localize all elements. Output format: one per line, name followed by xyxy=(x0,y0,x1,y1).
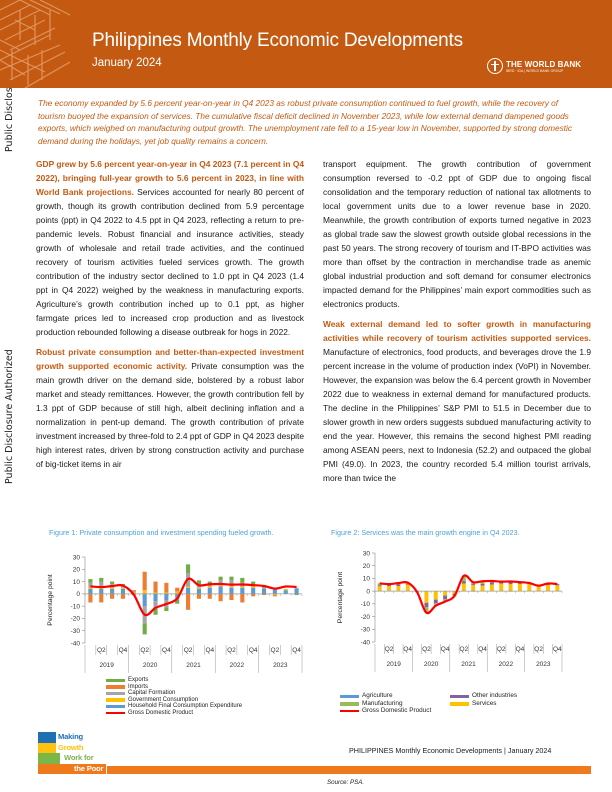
bar-segment xyxy=(240,586,244,587)
legend-label: Agriculture xyxy=(362,692,393,699)
x-tick-label: Q4 xyxy=(552,646,562,653)
legend-line-swatch xyxy=(106,712,125,714)
bar-segment xyxy=(164,607,168,611)
bar-segment xyxy=(121,594,125,599)
body-column-right xyxy=(323,157,591,491)
bar-segment xyxy=(240,588,244,594)
making-growth-logo xyxy=(38,732,106,774)
body-paragraph xyxy=(36,345,304,471)
x-tick-label: Q2 xyxy=(384,646,394,653)
x-tick-label: Q2 xyxy=(496,646,506,653)
legend-item xyxy=(340,701,450,708)
legend-item xyxy=(106,690,242,697)
year-label: 2021 xyxy=(186,662,201,669)
bar-segment xyxy=(229,594,233,600)
y-tick-label: -40 xyxy=(360,639,370,647)
bar-segment xyxy=(197,588,201,589)
bar-segment xyxy=(208,586,212,587)
bar-segment xyxy=(251,594,255,596)
bar-segment xyxy=(406,585,410,592)
bar-segment xyxy=(229,586,233,587)
x-tick-label: Q2 xyxy=(96,647,106,654)
year-label: 2022 xyxy=(498,661,514,668)
bar-segment xyxy=(471,584,475,585)
legend-swatch xyxy=(340,702,359,706)
paragraph-highlight: Weak external demand led to softer growth in manufacturing activities while recovery of tourism activities supported services. xyxy=(323,319,591,343)
bar-segment xyxy=(164,583,168,593)
bar-segment xyxy=(99,589,103,594)
y-tick-label: 30 xyxy=(72,554,80,562)
legend-label: Government Consumption xyxy=(128,696,199,703)
footer-bar xyxy=(107,766,591,774)
year-label: 2020 xyxy=(142,662,158,669)
bar-segment xyxy=(197,594,201,599)
year-label: 2023 xyxy=(536,661,551,668)
bar-segment xyxy=(219,594,223,601)
bar-segment xyxy=(527,584,531,591)
bar-segment xyxy=(229,588,233,594)
bar-segment xyxy=(387,586,391,591)
bar-segment xyxy=(88,594,92,603)
bar-segment xyxy=(424,603,428,607)
bar-segment xyxy=(251,586,255,587)
bar-segment xyxy=(262,588,266,589)
x-tick-label: Q2 xyxy=(183,647,193,654)
y-tick-label: -30 xyxy=(360,626,370,634)
legend-item xyxy=(450,693,540,700)
header-banner xyxy=(0,0,612,88)
bar-segment xyxy=(88,579,92,583)
bar-segment xyxy=(396,586,400,591)
bar-segment xyxy=(99,578,103,582)
y-tick-label: 20 xyxy=(72,566,80,574)
bar-segment xyxy=(153,582,157,593)
bar-segment xyxy=(471,585,475,591)
bar-segment xyxy=(284,589,288,590)
legend-item xyxy=(106,684,242,691)
y-tick-label: -40 xyxy=(70,640,80,648)
legend-swatch xyxy=(106,685,125,689)
bar-segment xyxy=(499,584,503,592)
bar-segment xyxy=(481,584,485,586)
figure-1-title: Figure 1: Private consumption and investment spending fueled growth. xyxy=(49,528,274,537)
world-bank-name: THE WORLD BANK xyxy=(506,59,582,69)
y-axis-label: Percentage point xyxy=(337,571,344,624)
bar-segment xyxy=(99,594,103,603)
bar-segment xyxy=(481,586,485,592)
legend-swatch xyxy=(106,705,125,709)
bar-segment xyxy=(462,581,466,583)
x-tick-label: Q4 xyxy=(205,647,215,654)
report-title: Philippines Monthly Economic Developments xyxy=(92,30,463,51)
bar-segment xyxy=(88,588,92,589)
bar-segment xyxy=(555,585,559,591)
bar-segment xyxy=(262,589,266,594)
bar-segment xyxy=(175,591,179,593)
bar-segment xyxy=(110,594,114,599)
year-label: 2021 xyxy=(461,661,476,668)
bar-segment xyxy=(110,582,114,584)
year-label: 2022 xyxy=(229,662,245,669)
legend-swatch xyxy=(106,698,125,702)
figure-2-chart xyxy=(330,545,580,710)
bar-segment xyxy=(434,591,438,600)
year-label: 2019 xyxy=(99,662,114,669)
bar-segment xyxy=(208,588,212,594)
x-tick-label: Q2 xyxy=(270,647,280,654)
bar-segment xyxy=(509,584,513,591)
bar-segment xyxy=(251,582,255,584)
x-tick-label: Q4 xyxy=(162,647,171,654)
y-tick-label: 30 xyxy=(362,550,370,558)
footer-title: PHILIPPINES Monthly Economic Developments | January 2024 xyxy=(349,746,552,755)
logo-line: Making xyxy=(58,732,83,741)
bar-segment xyxy=(490,582,494,584)
report-date: January 2024 xyxy=(92,57,162,69)
y-axis-label: Percentage point xyxy=(47,574,54,626)
bar-segment xyxy=(88,589,92,594)
figure-1-legend xyxy=(106,677,242,717)
x-tick-label: Q2 xyxy=(534,646,543,653)
legend-label: Gross Domestic Product xyxy=(128,709,194,716)
bar-segment xyxy=(273,589,277,594)
legend-item xyxy=(106,677,242,684)
bar-segment xyxy=(490,585,494,592)
x-tick-label: Q4 xyxy=(403,646,413,653)
legend-label: Gross Domestic Product xyxy=(362,707,432,715)
world-bank-logo xyxy=(487,58,581,74)
paragraph-text: Services accounted for nearly 80 percent of growth, though its growth contribution declined from 5.9 percentage points (ppt) in Q4 2022 to 4.5 ppt in Q4 2023, reflecting a return to pre-pandemic levels. Robust financial and insurance activities, steady growth of wholesale and retail trade activities, and the continued recovery of tourism activities fueled services growth. The growth contribution of the industry sector declined to 1.0 ppt in Q4 2023 (1.4 ppt in Q4 2022) weighed by the weakness in manufacturing exports. Agriculture’s growth contribution inched up to 0.1 ppt, as higher farmgate prices led to increased crop production and as livestock production rebounded following a disease outbreak for hogs in 2022. xyxy=(36,187,304,337)
body-paragraph xyxy=(323,157,591,311)
bar-segment xyxy=(284,590,288,594)
x-tick-label: Q4 xyxy=(478,646,487,653)
bar-segment xyxy=(208,594,212,599)
legend-item xyxy=(106,710,242,717)
y-tick-label: -10 xyxy=(70,603,80,611)
x-tick-label: Q2 xyxy=(422,646,431,653)
paragraph-text: transport equipment. The growth contribution of government consumption reversed to -0.2 ppt of GDP due to ongoing fiscal consolidation and the temporary reduction of national tax allotments to local government units due to a lower revenue base in 2020. Meanwhile, the growth contribution of exports turned negative in 2023 as global trade saw the slowest growth outside global recessions in the past 50 years. The strong recovery of tourism and IT-BPO activities was more than offset by the contraction in merchandise trade as anemic global industrial production and soft demand for consumer electronics impacted demand for the Philippines’ main export commodities such as electronics products. xyxy=(323,159,591,309)
bar-segment xyxy=(229,577,233,581)
body-paragraph xyxy=(36,157,304,339)
paragraph-highlight: GDP grew by 5.6 percent year-on-year in Q4 2023 (7.1 percent in Q4 2022), bringing full-year growth to 5.6 percent in 2023, in line with World Bank projections. xyxy=(36,159,304,197)
bar-segment xyxy=(153,594,157,601)
bar-segment xyxy=(546,585,550,591)
y-tick-label: 0 xyxy=(366,588,370,596)
y-tick-label: -20 xyxy=(70,615,80,623)
legend-label: Manufacturing xyxy=(362,699,403,707)
bar-segment xyxy=(186,564,190,573)
bar-segment xyxy=(121,588,125,589)
x-tick-label: Q4 xyxy=(248,647,258,654)
bar-segment xyxy=(219,585,223,586)
legend-label: Capital Formation xyxy=(128,690,176,697)
legend-item xyxy=(450,701,540,708)
bar-segment xyxy=(240,594,244,603)
bar-segment xyxy=(240,578,244,583)
world-bank-globe-icon xyxy=(487,58,503,74)
disclosure-stamp-text: Public Disclosure Authorized xyxy=(4,349,15,484)
bar-segment xyxy=(462,584,466,592)
legend-swatch xyxy=(106,679,125,683)
bar-segment xyxy=(434,600,438,604)
logo-line: Work for xyxy=(64,753,94,762)
banner-pattern-icon xyxy=(0,0,70,88)
year-label: 2023 xyxy=(273,662,288,669)
bar-segment xyxy=(396,584,400,586)
bar-segment xyxy=(424,591,428,603)
legend-label: Household Final Consumption Expenditure xyxy=(128,703,243,710)
bar-segment xyxy=(197,589,201,594)
y-tick-label: 10 xyxy=(362,575,370,583)
bar-segment xyxy=(443,596,447,600)
legend-swatch xyxy=(340,695,359,699)
x-tick-label: Q2 xyxy=(459,646,469,653)
year-label: 2020 xyxy=(423,661,439,668)
legend-item xyxy=(340,708,450,715)
summary-paragraph: The economy expanded by 5.6 percent year-on-year in Q4 2023 as robust private consumption continued to fuel growth, while the recovery of tourism buoyed the expansion of services. The cumulative fiscal deficit declined in November 2023, while low external demand dampened goods exports, which weighed on manufacturing output growth. The unemployment rate fell to a 15-year low in November, supported by strong domestic demand during the holidays, yet job quality remains a concern. xyxy=(38,98,573,146)
bar-segment xyxy=(143,590,147,594)
bar-segment xyxy=(175,588,179,592)
bar-segment xyxy=(219,577,223,581)
bar-segment xyxy=(273,595,277,596)
bar-segment xyxy=(378,586,382,591)
legend-swatch xyxy=(450,702,469,706)
x-tick-label: Q4 xyxy=(515,646,525,653)
bar-segment xyxy=(164,594,168,600)
bar-segment xyxy=(186,594,190,610)
bar-segment xyxy=(378,585,382,586)
logo-line: Growth xyxy=(58,742,84,752)
bar-segment xyxy=(219,586,223,593)
year-label: 2019 xyxy=(386,661,401,668)
logo-line: the Poor xyxy=(74,763,104,773)
bar-segment xyxy=(295,589,299,594)
source-note: Source: PSA. xyxy=(327,779,365,786)
body-paragraph xyxy=(323,317,591,485)
bar-segment xyxy=(186,588,190,594)
y-tick-label: 10 xyxy=(72,578,80,586)
world-bank-subname: IBRD · IDA | WORLD BANK GROUP xyxy=(506,68,564,73)
legend-label: Services xyxy=(472,699,497,707)
x-tick-label: Q4 xyxy=(118,647,128,654)
body-column-left xyxy=(36,157,304,477)
bar-segment xyxy=(110,588,114,589)
bar-segment xyxy=(143,594,147,606)
y-tick-label: -30 xyxy=(70,628,80,636)
gdp-line xyxy=(380,575,558,613)
bar-segment xyxy=(121,589,125,594)
legend-label: Imports xyxy=(128,683,149,690)
legend-item xyxy=(106,697,242,704)
legend-swatch xyxy=(106,692,125,696)
bar-segment xyxy=(518,584,522,591)
legend-label: Other industries xyxy=(472,692,518,699)
x-tick-label: Q2 xyxy=(140,647,150,654)
y-tick-label: 20 xyxy=(362,563,370,571)
x-tick-label: Q4 xyxy=(440,646,450,653)
x-tick-label: Q2 xyxy=(227,647,236,654)
bar-segment xyxy=(537,586,541,591)
bar-segment xyxy=(443,591,447,595)
figure-2-title: Figure 2: Services was the main growth engine in Q4 2023. xyxy=(331,528,520,537)
legend-item xyxy=(340,693,450,700)
legend-line-swatch xyxy=(340,710,359,712)
y-tick-label: -10 xyxy=(360,601,370,609)
paragraph-highlight: Robust private consumption and better-than-expected investment growth supported economic activity. xyxy=(36,347,304,371)
bar-segment xyxy=(186,586,190,587)
y-tick-label: -20 xyxy=(360,613,370,621)
y-tick-label: 0 xyxy=(76,591,80,599)
legend-item xyxy=(106,703,242,710)
bar-segment xyxy=(251,588,255,594)
legend-swatch xyxy=(450,695,469,699)
bar-segment xyxy=(143,572,147,590)
paragraph-text: Private consumption was the main growth driver on the demand side, bolstered by a robust labor market and steady remittances. However, the growth contribution fell by 1.3 ppt of GDP because of still high, albeit declining inflation and a normalization in pent-up demand. The growth contribution of private investment increased by three-fold to 2.4 ppt of GDP in Q4 2023 despite high interest rates, driven by strong construction activity and purchase of big-ticket items in air xyxy=(36,361,304,469)
figure-2-legend xyxy=(340,693,540,715)
bar-segment xyxy=(143,623,147,634)
x-tick-label: Q4 xyxy=(292,647,301,654)
paragraph-text: Manufacture of electronics, food products, and beverages drove the 1.9 percent increase in the volume of production index (VoPI) in November. However, the expansion was below the 6.4 percent growth in November 2022 due to weakness in external demand for manufactured products. The decline in the Philippines’ S&P PMI to 51.5 in December due to slower growth in new orders suggests subdued manufacturing activity to end the year. However, this remains the second highest PMI reading among ASEAN peers, next to Indonesia (52.2) and outpaced the global PMI (49.0). In 2023, the country recorded 5.4 million tourist arrivals, more than twice the xyxy=(323,347,591,483)
bar-segment xyxy=(110,589,114,594)
legend-label: Exports xyxy=(128,677,149,683)
